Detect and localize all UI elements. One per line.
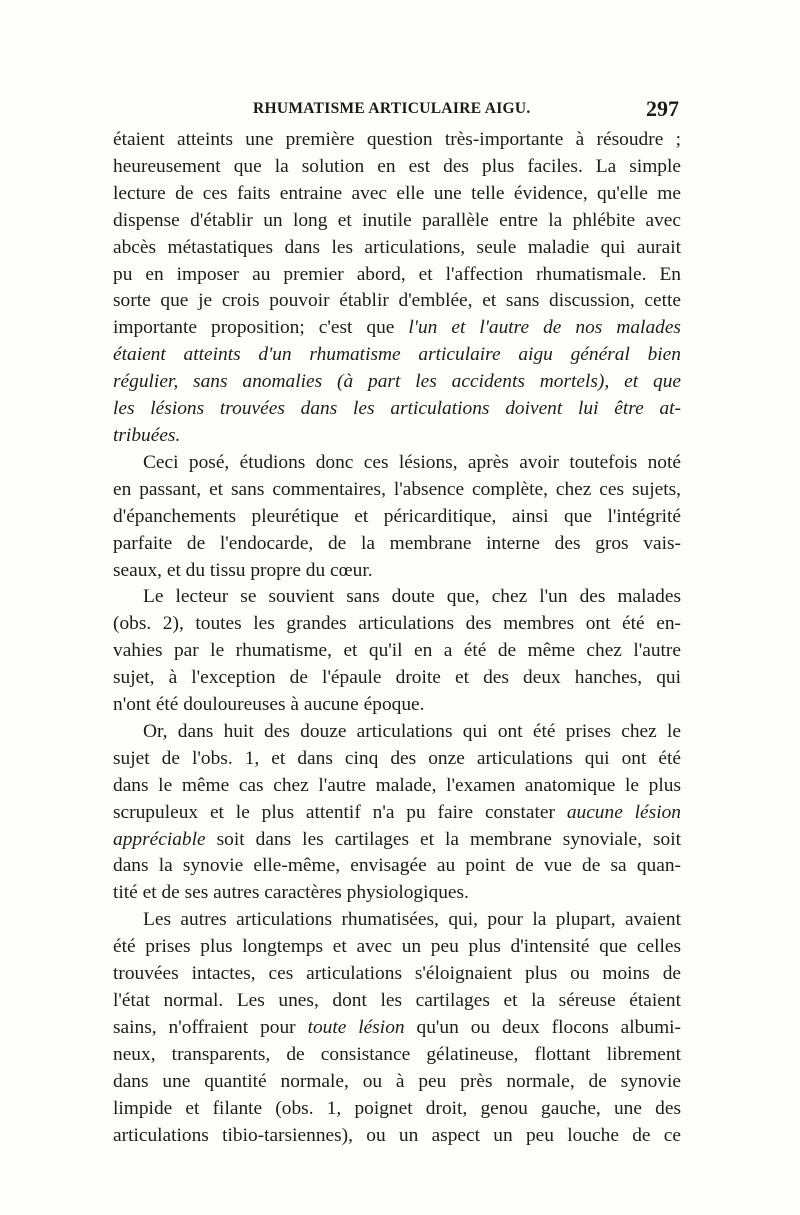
text-line: vahies par le rhumatisme, et qu'il en a été de même chez l'autre — [113, 640, 681, 662]
text-line: articulations tibio-tarsiennes), ou un aspect un peu louche de ce — [113, 1124, 681, 1146]
page-header — [113, 96, 681, 122]
text-line: heureusement que la solution en est des plus faciles. La simple — [113, 155, 681, 177]
body-text — [113, 127, 681, 1149]
italic-text: l'un et l'autre de nos malades — [408, 317, 681, 339]
italic-text: tribuées. — [113, 424, 181, 446]
text-line: dispense d'établir un long et inutile parallèle entre la phlébite avec — [113, 209, 681, 231]
italic-text: et que — [624, 371, 681, 393]
text-line: Ceci posé, étudions donc ces lésions, après avoir toutefois noté — [143, 451, 681, 473]
text-line — [113, 315, 681, 342]
text-line: Le lecteur se souvient sans doute que, chez l'un des malades — [143, 586, 681, 608]
text-line — [113, 342, 681, 369]
text-line: l'état normal. Les unes, dont les cartilages et la séreuse étaient — [113, 990, 681, 1011]
italic-text: régulier, sans anomalies (à part les accidents mortels), — [113, 371, 610, 393]
text-line — [113, 423, 681, 450]
page-number: 297 — [646, 96, 679, 121]
text-line: limpide et filante (obs. 1, poignet droit, genou gauche, une des — [113, 1097, 681, 1119]
text-line: sujet, à l'exception de l'épaule droite et des deux hanches, qui — [113, 667, 681, 689]
italic-text: lui être at- — [578, 398, 681, 420]
text-line: n'ont été douloureuses à aucune époque. — [113, 694, 425, 716]
text-segment: scrupuleux et le plus attentif n'a pu faire constater — [113, 801, 555, 823]
text-line — [113, 1015, 681, 1042]
text-line: tité et de ses autres caractères physiologiques. — [113, 882, 469, 904]
italic-text: étaient atteints d'un rhumatisme articulaire aigu général bien — [113, 344, 681, 366]
text-line: dans la synovie elle-même, envisagée au point de vue de sa quan- — [113, 855, 681, 877]
text-line — [113, 827, 681, 854]
text-line: sorte que je crois pouvoir établir d'emblée, et sans discussion, cette — [113, 290, 681, 312]
text-line: abcès métastatiques dans les articulations, seule maladie qui aurait — [113, 236, 681, 258]
text-line: pu en imposer au premier abord, et l'affection rhumatismale. En — [113, 263, 681, 285]
text-line: sujet de l'obs. 1, et dans cinq des onze articulations qui ont été — [113, 747, 681, 769]
text-line: en passant, et sans commentaires, l'absence complète, chez ces sujets, — [113, 478, 681, 500]
text-line: étaient atteints une première question très-importante à résoudre ; — [113, 129, 681, 150]
text-segment: sains, n'offraient pour — [113, 1016, 296, 1038]
text-segment: importante proposition; c'est que — [113, 317, 395, 339]
text-line: Les autres articulations rhumatisées, qui, pour la plupart, avaient — [143, 909, 681, 931]
text-line: dans une quantité normale, ou à peu près normale, de synovie — [113, 1070, 681, 1092]
text-line: parfaite de l'endocarde, de la membrane interne des gros vais- — [113, 532, 681, 554]
text-line: Or, dans huit des douze articulations qui ont été prises chez le — [143, 720, 681, 742]
text-line: lecture de ces faits entraine avec elle une telle évidence, qu'elle me — [113, 182, 681, 204]
text-segment: soit dans les cartilages et la membrane synoviale, soit — [216, 828, 681, 850]
italic-text: toute lésion — [307, 1016, 405, 1038]
text-line — [113, 396, 681, 423]
running-title: RHUMATISME ARTICULAIRE AIGU. — [253, 100, 531, 117]
text-line: (obs. 2), toutes les grandes articulations des membres ont été en- — [113, 613, 681, 635]
text-line: d'épanchements pleurétique et péricarditique, ainsi que l'intégrité — [113, 505, 681, 527]
italic-text: appréciable — [113, 828, 206, 850]
text-line — [113, 369, 681, 396]
text-line — [113, 800, 681, 827]
text-line: été prises plus longtemps et avec un peu plus d'intensité que celles — [113, 936, 681, 958]
text-segment: qu'un ou deux flocons albumi- — [416, 1016, 681, 1038]
italic-text: aucune lésion — [566, 801, 681, 823]
text-line: trouvées intactes, ces articulations s'éloignaient plus ou moins de — [113, 963, 681, 985]
text-line: dans le même cas chez l'autre malade, l'examen anatomique le plus — [113, 774, 681, 796]
text-line: seaux, et du tissu propre du cœur. — [113, 559, 373, 581]
italic-text: les lésions trouvées dans les articulations doivent — [113, 398, 563, 420]
text-line: neux, transparents, de consistance gélatineuse, flottant librement — [113, 1043, 681, 1065]
